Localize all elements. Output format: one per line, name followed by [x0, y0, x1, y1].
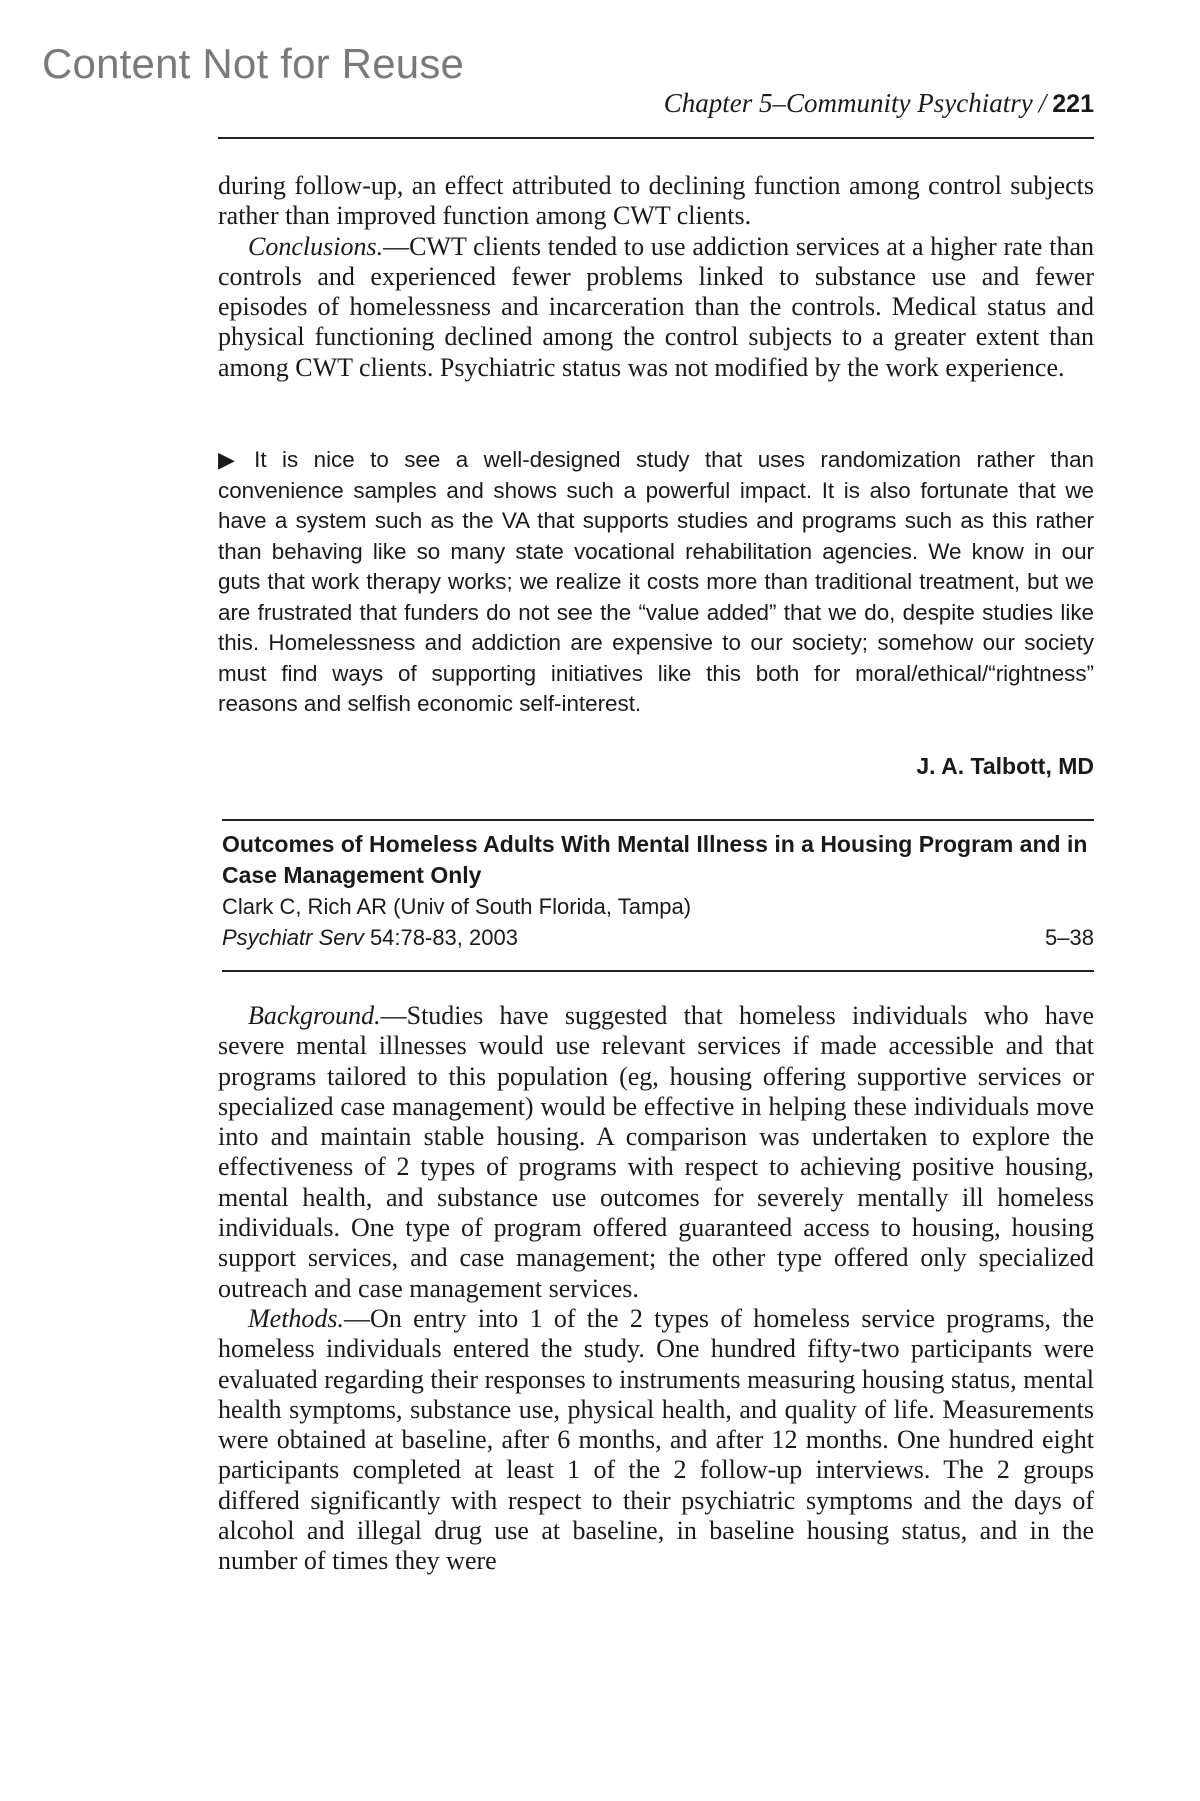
commentary-text: It is nice to see a well-designed study that uses randomization rather than convenience samples and shows such a powerful impact. It is also fortunate that we have a system such as the VA that supports studies and programs such as this rather than behaving like so many state vocational rehabilitation agencies. We know in our guts that work therapy works; we realize it costs more than traditional treatment, but we are frustrated that funders do not see the “value added” that we do, despite studies like this. Homelessness and addiction are expensive to our society; somehow our society must find ways of supporting initiatives like this both for moral/ethical/“rightness” reasons and selfish economic self-interest.: [218, 447, 1094, 716]
article-header: [222, 829, 1094, 953]
watermark-text: Content Not for Reuse: [42, 40, 465, 87]
conclusions-text: —CWT clients tended to use addiction services at a higher rate than controls and experienced fewer problems linked to substance use and fewer episodes of homelessness and incarceration than the controls. Medical status and physical functioning declined among the control subjects to a greater extent than among CWT clients. Psychiatric status was not modified by the work experience.: [218, 231, 1094, 382]
background-text: —Studies have suggested that homeless individuals who have severe mental illnesses would use relevant services if made accessible and that programs tailored to this population (eg, housing offering supportive services or specialized case management) would be effective in helping these individuals move into and maintain stable housing. A comparison was undertaken to explore the effectiveness of 2 types of programs with respect to achieving positive housing, mental health, and substance use outcomes for severely mentally ill homeless individuals. One type of program offered guaranteed access to housing, housing support services, and case management; the other type offered only specialized outreach and case management services.: [218, 1001, 1094, 1303]
article-authors: Clark C, Rich AR (Univ of South Florida, Tampa): [222, 894, 692, 919]
article-top-rule: [222, 819, 1094, 821]
methods-label: Methods.: [248, 1303, 345, 1333]
citation-source: [222, 922, 518, 953]
article-body: [218, 1001, 1094, 1577]
running-head-separator: /: [1038, 88, 1047, 118]
article-title: Outcomes of Homeless Adults With Mental Illness in a Housing Program and in Case Management Only: [222, 831, 1088, 888]
methods-text: —On entry into 1 of the 2 types of homeless service programs, the homeless individuals entered the study. One hundred fifty-two participants were evaluated regarding their responses to instruments measuring housing status, mental health symptoms, substance use, physical health, and quality of life. Measurements were obtained at baseline, after 6 months, and after 12 months. One hundred eight participants completed at least 1 of the 2 follow-up interviews. The 2 groups differed significantly with respect to their psychiatric symptoms and the days of alcohol and illegal drug use at baseline, in baseline housing status, and in the number of times they were: [218, 1303, 1094, 1576]
conclusions-label: Conclusions.: [248, 231, 384, 261]
journal-name: Psychiatr Serv: [222, 925, 364, 950]
commentary-signature: J. A. Talbott, MD: [916, 753, 1094, 779]
page-number: 221: [1052, 90, 1094, 118]
running-head: [218, 88, 1094, 132]
conclusions-paragraph: [218, 232, 1094, 383]
article-citation: [222, 922, 1094, 953]
citation-volume: 54:78-83, 2003: [363, 925, 518, 950]
methods-paragraph: [218, 1304, 1094, 1577]
editorial-commentary: [218, 445, 1094, 720]
reference-number: 5–38: [1045, 925, 1094, 950]
commentary-arrow-icon: ▶: [218, 447, 245, 472]
header-rule: [218, 137, 1094, 139]
previous-article-section: [218, 171, 1094, 383]
background-paragraph: [218, 1001, 1094, 1304]
chapter-title: Chapter 5–Community Psychiatry: [663, 88, 1033, 118]
continuation-paragraph: during follow-up, an effect attributed to declining function among control subjects rather than improved function among CWT clients.: [218, 171, 1094, 231]
article-bottom-rule: [222, 970, 1094, 972]
background-label: Background.: [248, 1001, 381, 1030]
